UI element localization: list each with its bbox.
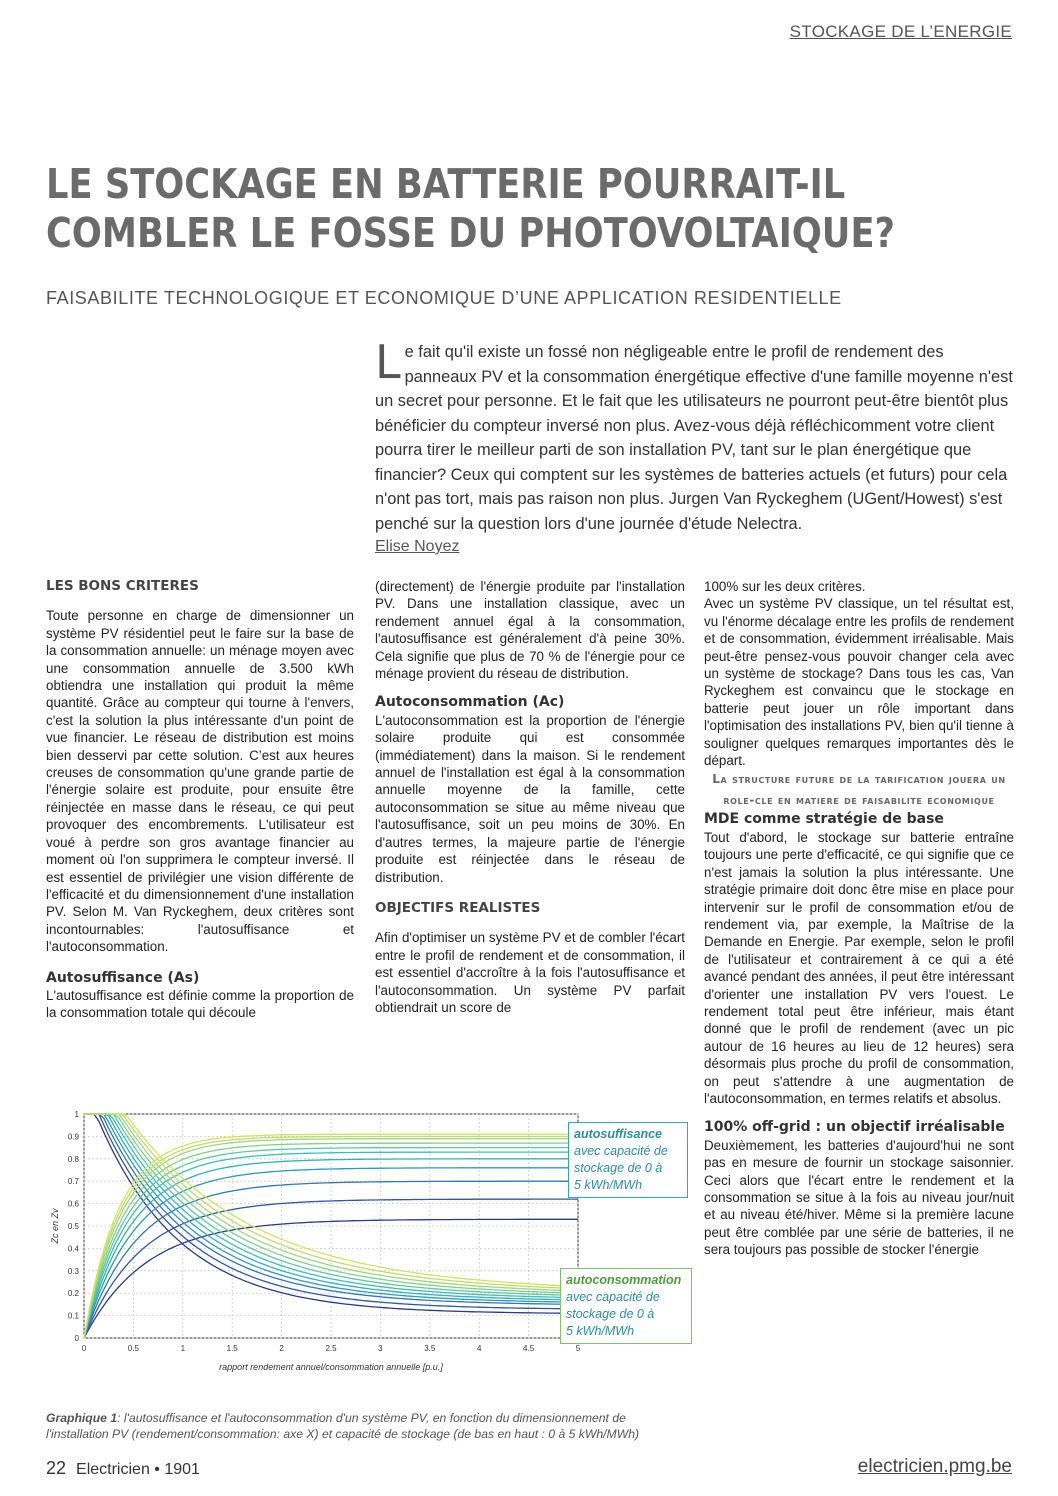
figure-chart	[40, 1100, 690, 1400]
column-2	[375, 578, 685, 1016]
x-tick-label: 2	[279, 1344, 284, 1353]
x-tick-label: 5	[575, 1344, 581, 1353]
article-title	[46, 160, 895, 258]
legend-text: avec capacité de	[566, 1290, 660, 1304]
y-tick-label: 0.1	[67, 1311, 79, 1321]
paragraph: L'autoconsommation est la proportion de l'énergie solaire produite qui est consommée (immédiatement) dans la maison. Si le rendement annuel de l'installation est égal à la consommation annuelle moyenne de la famille, cette autoconsommation se situe au même niveau que l'autosuffisance, soit un peu moins de 30%. En d'autres termes, la majeure partie de l'énergie produite est réinjectée dans le réseau de distribution.	[375, 712, 685, 885]
legend-autosuffisance	[568, 1122, 688, 1198]
article-subtitle: FAISABILITE TECHNOLOGIQUE ET ECONOMIQUE D’UNE APPLICATION RESIDENTIELLE	[46, 288, 842, 308]
y-tick-label: 0.2	[67, 1289, 79, 1299]
page-number: 22	[46, 1458, 67, 1478]
column-1	[46, 578, 354, 1022]
legend-autoconsommation-title: autoconsommation	[566, 1273, 682, 1287]
y-tick-label: 0.3	[67, 1266, 79, 1276]
author-name: Elise Noyez	[375, 538, 460, 555]
legend-autosuffisance-title: autosuffisance	[574, 1127, 662, 1141]
y-axis-label: Zc en Zv	[50, 1208, 60, 1244]
y-tick-label: 0.4	[67, 1244, 79, 1254]
paragraph: 100% sur les deux critères.	[704, 579, 866, 594]
x-axis-label: rapport rendement annuel/consommation annuelle [p.u.]	[219, 1362, 443, 1372]
y-tick-label: 0	[74, 1334, 79, 1343]
paragraph: Tout d'abord, le stockage sur batterie entraîne toujours une perte d'efficacité, ce qui signifie que ce n'est jamais la solution la plus intéressante. Une stratégie primaire doit donc être mise en place pour intervenir sur le profil de consommation et/ou de rendement via, par exemple, la Maîtrise de la Demande en Energie. Par exemple, selon le profil de l'utilisateur et contrairement à ce qui a été avancé pendant des années, il peut être intéressant d'orienter une installation PV vers l'ouest. Le rendement total peut être inférieur, mais étant donné que le profil de rendement (avec un pic autour de 16 heures au lieu de 12 heures) sera désormais plus proche du profil de consommation, on peut s'attendre à une augmentation de l'autoconsommation, en termes relatifs et absolus.	[704, 829, 1014, 1106]
paragraph: Afin d'optimiser un système PV et de combler l'écart entre le profil de rendement et de consommation, il est essentiel d'accroître à la fois l'autosuffisance et l'autoconsommation. Un système PV parfait obtiendrait un score de	[375, 930, 685, 1015]
x-tick-label: 2.5	[325, 1344, 337, 1353]
column-3	[704, 578, 1014, 1259]
subheading-off-grid: 100% off-grid : un objectif irréalisable	[704, 1119, 1005, 1136]
caption-text: : l'autosuffisance et l'autoconsommation d'un système PV, en fonction du dimensionnement de l'installation PV (rendement/consommation: axe X) et capacité de stockage (de bas en haut : 0 à 5 kWh/MWh)	[46, 1411, 640, 1441]
legend-text: stockage de 0 à	[574, 1161, 663, 1175]
legend-text: stockage de 0 à	[566, 1307, 655, 1321]
section-tag: STOCKAGE DE L’ENERGIE	[789, 22, 1012, 41]
paragraph: L'autosuffisance est définie comme la proportion de la consommation totale qui découle	[46, 987, 354, 1021]
legend-text: avec capacité de	[574, 1144, 668, 1158]
caption-label: Graphique 1	[46, 1411, 118, 1425]
y-tick-label: 0.7	[67, 1177, 79, 1187]
legend-text: 5 kWh/MWh	[566, 1324, 635, 1338]
x-tick-label: 0.5	[127, 1344, 139, 1353]
lead-paragraph	[375, 335, 1015, 536]
subheading-autoconsommation: Autoconsommation (Ac)	[375, 694, 565, 711]
subheading-mde: MDE comme stratégie de base	[704, 811, 944, 828]
paragraph: Avec un système PV classique, un tel résultat est, vu l'énorme décalage entre les profils de rendement et de consommation, évidemment irréalisable. Mais peut-être pensez-vous pouvoir changer cela avec un système de stockage? Dans tous les cas, Van Ryckeghem est convaincu que le stockage en batterie peut jouer un rôle important dans l'optimisation des installations PV, bien qu'il tienne à souligner quelques remarques importantes dès le départ.	[704, 596, 1014, 769]
y-tick-label: 1	[74, 1110, 79, 1119]
x-tick-label: 1.5	[226, 1344, 238, 1353]
paragraph: (directement) de l'énergie produite par l'installation PV. Dans une installation classique, avec un rendement annuel égal à la consommation, l'autosuffisance est généralement d'à peine 30%. Cela signifie que plus de 70 % de l'énergie pour ce ménage provient du réseau de distribution.	[375, 579, 685, 682]
website-link[interactable]: electricien.pmg.be	[857, 1456, 1012, 1477]
legend-text: 5 kWh/MWh	[574, 1178, 643, 1192]
subheading-autosuffisance: Autosuffisance (As)	[46, 969, 200, 986]
y-tick-label: 0.8	[67, 1154, 79, 1164]
x-tick-label: 3.5	[424, 1344, 436, 1353]
heading-bons-criteres: LES BONS CRITERES	[46, 578, 199, 594]
heading-objectifs-realistes: OBJECTIFS REALISTES	[375, 899, 541, 916]
x-tick-label: 1	[180, 1344, 186, 1353]
dropcap: L	[375, 335, 401, 389]
lead-text: e fait qu'il existe un fossé non négligeable entre le profil de rendement des panneaux PV et la consommation énergétique effective d'une famille moyenne n'est un secret pour personne. Et le fait que les utilisateurs ne pourront peut-être bientôt plus bénéficier du compteur inversé non plus. Avez-vous déjà réfléchicomment votre client pourra tirer le meilleur parti de son installation PV, tant sur le plan énergétique que financier? Ceux qui comptent sur les systèmes de batteries actuels (et futurs) pour cela n'ont pas tort, mais pas raison non plus. Jurgen Van Ryckeghem (UGent/Howest) s'est penché sur la question lors d'une journée d'étude Nelectra.	[375, 343, 1013, 533]
title-line-2: COMBLER LE FOSSE DU PHOTOVOLTAIQUE?	[46, 209, 895, 257]
y-tick-label: 0.9	[67, 1132, 79, 1142]
footer-left	[46, 1458, 200, 1479]
y-tick-label: 0.5	[67, 1222, 79, 1231]
y-tick-label: 0.6	[67, 1199, 79, 1209]
pull-quote: La structure future de la tarification jouera un role-cle en matiere de faisabilite economique	[712, 772, 1006, 808]
paragraph: Toute personne en charge de dimensionner un système PV résidentiel peut le faire sur la base de la consommation annuelle: un ménage moyen avec une consommation annuelle de 3.500 kWh obtiendra une installation qui produit la même quantité. Grâce au compteur qui tourne à l'envers, c'est la solution la plus intéressante d'un point de vue financier. Le réseau de distribution est moins bien desservi par cette solution. C’est aux heures creuses de consommation qu'une grande partie de l'énergie solaire est produite, pour ensuite être réinjectée en masse dans le réseau, ce qui peut provoquer des encombrements. L'utilisateur est voué à perdre son gros avantage financier au moment où l'on supprimera le compteur inversé. Il est essentiel de privilégier une vision différente de l'efficacité et du dimensionnement d'une installation PV. Selon M. Van Ryckeghem, deux critères sont incontournables: l'autosuffisance et l'autoconsommation.	[46, 608, 354, 955]
paragraph: Deuxièmement, les batteries d'aujourd'hui ne sont pas en mesure de fournir un stockage saisonnier. Ceci alors que l'écart entre le rendement et la consommation se situe à la fois au niveau jour/nuit et au niveau été/hiver. Même si la première lacune peut être comblée par une série de batteries, il ne sera toujours pas possible de stocker l'énergie	[704, 1137, 1014, 1258]
x-tick-label: 4.5	[523, 1344, 535, 1353]
x-tick-label: 4	[476, 1344, 482, 1353]
x-tick-label: 0	[81, 1344, 87, 1353]
figure-caption	[46, 1410, 686, 1442]
x-tick-label: 3	[378, 1344, 383, 1353]
magazine-issue: Electricien • 1901	[76, 1461, 200, 1478]
title-line-1: LE STOCKAGE EN BATTERIE POURRAIT-IL	[46, 160, 846, 208]
legend-autoconsommation	[560, 1268, 692, 1344]
